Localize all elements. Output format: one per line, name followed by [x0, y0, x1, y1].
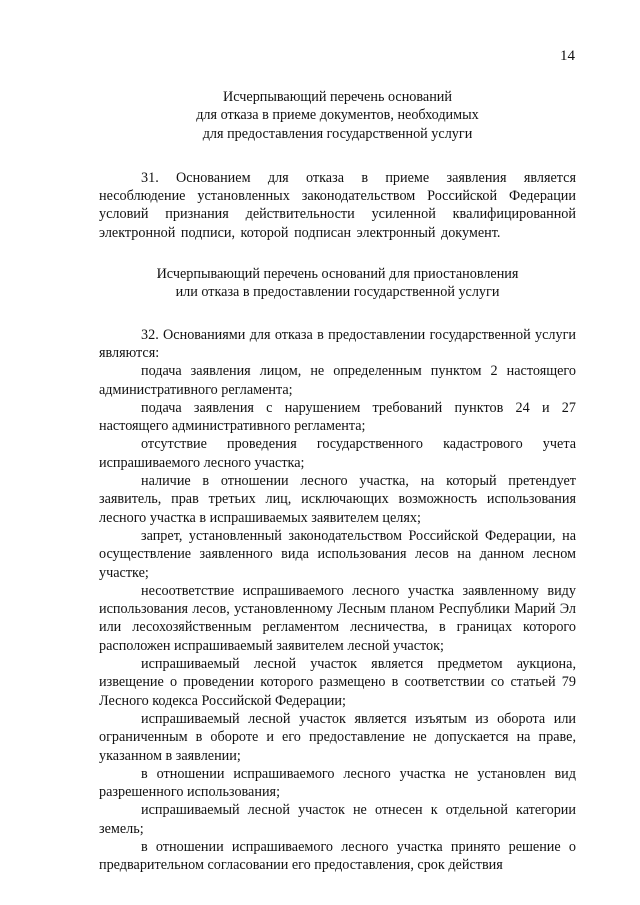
- heading-line: для предоставления государственной услуги: [202, 125, 473, 142]
- heading-line: Исчерпывающий перечень оснований: [223, 89, 452, 105]
- paragraph-32-item: отсутствие проведения государственного кадастрового учета испрашиваемого лесного участка;: [99, 436, 576, 471]
- document-body: [99, 84, 576, 875]
- paragraph-31: 31. Основанием для отказа в приеме заявления является несоблюдение установленных законодательством Российской Федерации условий признания действительности усиленной квалифицированной электронной подписи, которой подписан электронный документ.: [99, 169, 576, 241]
- paragraph-32-item: в отношении испрашиваемого лесного участка не установлен вид разрешенного использования;: [99, 765, 576, 801]
- section-heading-refusal-service: [99, 265, 576, 302]
- heading-line: или отказа в предоставлении государственной услуги: [175, 284, 500, 301]
- paragraph-32-intro: 32. Основаниями для отказа в предоставлении государственной услуги являются:: [99, 326, 576, 361]
- paragraph-32-item: несоответствие испрашиваемого лесного участка заявленному виду использования лесов, установленному Лесным планом Республики Марий Эл или лесохозяйственным регламентом лесничества, в границах которого расположен испрашиваемый заявителем лесной участок;: [99, 582, 576, 654]
- paragraph-32-item: подача заявления с нарушением требований пунктов 24 и 27 настоящего административного регламента;: [99, 399, 576, 435]
- paragraph-32-item: в отношении испрашиваемого лесного участка принято решение о предварительном согласовании его предоставления, срок действия: [99, 838, 576, 874]
- paragraph-32-item: испрашиваемый лесной участок является изъятым из оборота или ограниченным в обороте и его предоставление не допускается на праве, указанном в заявлении;: [99, 710, 576, 764]
- heading-line: Исчерпывающий перечень оснований для приостановления: [156, 266, 519, 283]
- heading-line: для отказа в приеме документов, необходимых: [196, 107, 479, 124]
- paragraph-32-item: наличие в отношении лесного участка, на который претендует заявитель, прав третьих лиц, исключающих возможность использования лесного участка в испрашиваемых заявителем целях;: [99, 473, 576, 526]
- page-number: 14: [560, 48, 575, 64]
- paragraph-32-item: испрашиваемый лесной участок является предметом аукциона, извещение о проведении которого размещено в соответствии со статьей 79 Лесного кодекса Российской Федерации;: [99, 656, 576, 709]
- section-heading-refusal-acceptance: [99, 88, 576, 143]
- paragraph-32-item: испрашиваемый лесной участок не отнесен к отдельной категории земель;: [99, 802, 576, 837]
- paragraph-32-item: подача заявления лицом, не определенным пунктом 2 настоящего административного регламента;: [99, 363, 576, 398]
- paragraph-32-item: запрет, установленный законодательством Российской Федерации, на осуществление заявленного вида использования лесов на данном лесном участке;: [99, 527, 576, 581]
